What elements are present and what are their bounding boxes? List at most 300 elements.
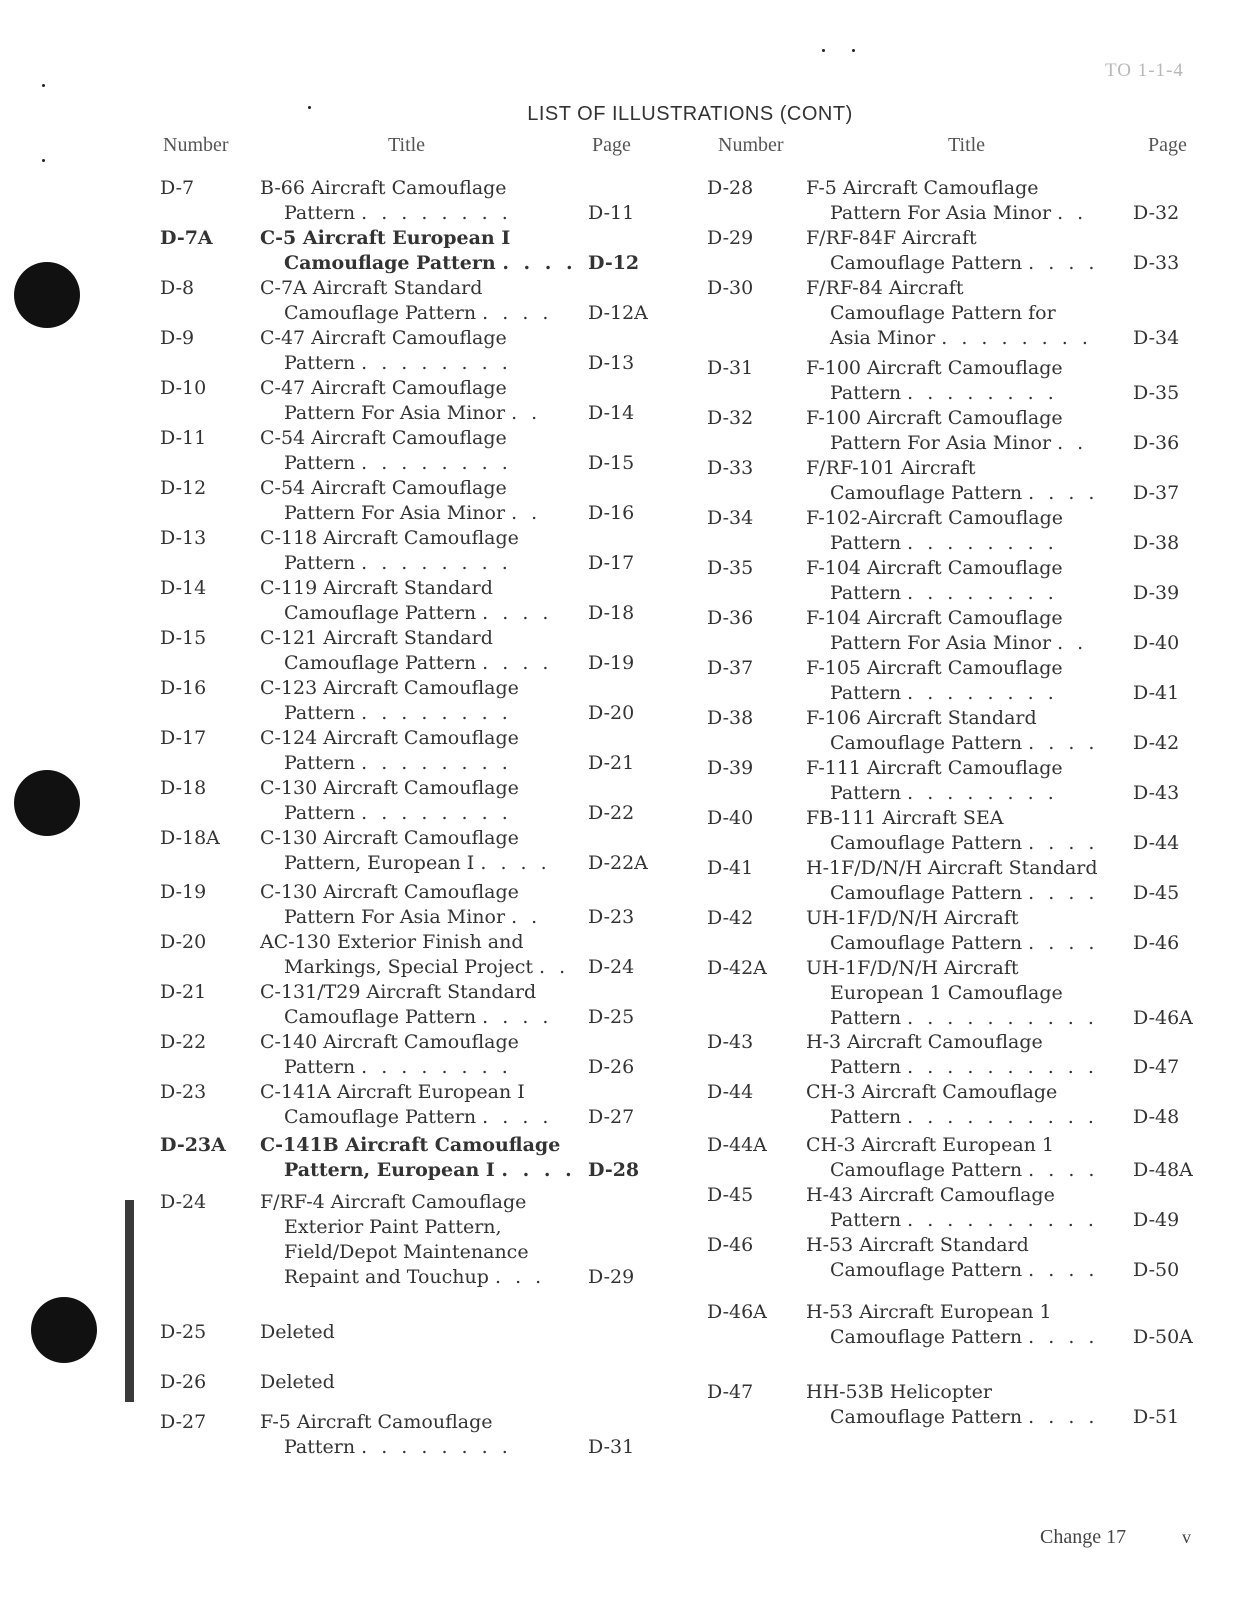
title-text: CH-3 Aircraft Camouflage xyxy=(806,1081,1058,1103)
page-reference: D-51 xyxy=(1133,1406,1180,1428)
title-line xyxy=(260,1055,519,1080)
title-line xyxy=(260,1005,552,1030)
page-reference: D-40 xyxy=(1133,632,1180,654)
dot-leader: . . . . . . . . xyxy=(361,202,512,224)
title-line xyxy=(260,1190,545,1215)
punch-hole xyxy=(31,1297,97,1363)
title-line xyxy=(260,451,512,476)
dot-leader: . . . . . . . . xyxy=(361,452,512,474)
dot-leader: . . . . xyxy=(482,302,553,324)
dot-leader: . . . . xyxy=(482,652,553,674)
title-text: Markings, Special Project xyxy=(284,956,533,978)
title-line xyxy=(260,476,541,501)
title-text: Repaint and Touchup xyxy=(284,1266,489,1288)
figure-title xyxy=(260,576,552,626)
title-text: CH-3 Aircraft European 1 xyxy=(806,1134,1055,1156)
dot-leader: . . . . xyxy=(1028,1159,1099,1181)
figure-title xyxy=(260,880,541,930)
figure-title xyxy=(806,656,1063,706)
page-reference: D-27 xyxy=(588,1106,635,1128)
figure-title xyxy=(260,1190,545,1290)
title-text: Pattern xyxy=(830,682,902,704)
title-line xyxy=(806,1380,1098,1405)
title-line xyxy=(260,1240,545,1265)
title-line xyxy=(806,176,1087,201)
title-text: FB-111 Aircraft SEA xyxy=(806,807,1004,829)
dot-leader: . . . . . . . . xyxy=(907,682,1058,704)
figure-title xyxy=(260,826,551,876)
change-bar xyxy=(125,1200,134,1402)
figure-title xyxy=(806,606,1087,656)
title-line xyxy=(806,606,1087,631)
title-line xyxy=(260,601,552,626)
title-text: C-140 Aircraft Camouflage xyxy=(260,1031,519,1053)
figure-title xyxy=(260,276,552,326)
title-text: C-141B Aircraft Camouflage xyxy=(260,1134,561,1156)
title-text: Pattern xyxy=(830,382,902,404)
title-line xyxy=(260,226,577,251)
title-text: F-111 Aircraft Camouflage xyxy=(806,757,1063,779)
title-line xyxy=(806,881,1098,906)
figure-number: D-41 xyxy=(707,857,754,879)
title-text: Pattern xyxy=(284,452,356,474)
title-text: C-47 Aircraft Camouflage xyxy=(260,327,507,349)
page-reference: D-22A xyxy=(588,852,648,874)
dot-leader: . . . . xyxy=(480,852,551,874)
title-line xyxy=(260,1410,512,1435)
dot-leader: . . . . . . . . . . xyxy=(907,1007,1098,1029)
title-text: Pattern For Asia Minor xyxy=(284,502,506,524)
title-line xyxy=(260,1133,576,1158)
title-line xyxy=(806,781,1063,806)
figure-title xyxy=(806,856,1098,906)
page-reference: D-32 xyxy=(1133,202,1180,224)
dot-leader: . . . . xyxy=(502,252,577,274)
title-text: UH-1F/D/N/H Aircraft xyxy=(806,957,1019,979)
dot-leader: . . . . xyxy=(1028,932,1099,954)
title-line xyxy=(806,276,1092,301)
column-header-title: Title xyxy=(948,134,986,156)
figure-number: D-47 xyxy=(707,1381,754,1403)
figure-title xyxy=(260,930,569,980)
figure-number: D-15 xyxy=(160,627,207,649)
page-reference: D-35 xyxy=(1133,382,1180,404)
title-text: Camouflage Pattern xyxy=(830,482,1023,504)
title-text: Camouflage Pattern xyxy=(284,1106,477,1128)
title-line xyxy=(806,1133,1098,1158)
title-text: B-66 Aircraft Camouflage xyxy=(260,177,507,199)
figure-title xyxy=(260,726,519,776)
title-text: European 1 Camouflage xyxy=(830,982,1063,1004)
figure-title xyxy=(806,1133,1098,1183)
title-text: Pattern xyxy=(284,202,356,224)
title-text: Camouflage Pattern xyxy=(830,932,1023,954)
figure-title xyxy=(260,476,541,526)
column-header-number: Number xyxy=(718,134,784,156)
title-text: H-53 Aircraft European 1 xyxy=(806,1301,1052,1323)
figure-number: D-31 xyxy=(707,357,754,379)
title-text: Camouflage Pattern xyxy=(830,1406,1023,1428)
page-reference: D-23 xyxy=(588,906,635,928)
title-line xyxy=(260,1080,552,1105)
page-reference: D-46A xyxy=(1133,1007,1193,1029)
page-reference: D-31 xyxy=(588,1436,635,1458)
figure-number: D-19 xyxy=(160,881,207,903)
dot-leader: . . xyxy=(511,502,542,524)
figure-number: D-39 xyxy=(707,757,754,779)
page-reference: D-16 xyxy=(588,502,635,524)
figure-title xyxy=(806,506,1063,556)
title-line xyxy=(260,176,512,201)
title-text: AC-130 Exterior Finish and xyxy=(260,931,524,953)
title-line xyxy=(806,1258,1098,1283)
figure-number: D-36 xyxy=(707,607,754,629)
title-text: C-47 Aircraft Camouflage xyxy=(260,377,507,399)
figure-number: D-33 xyxy=(707,457,754,479)
figure-title xyxy=(260,326,512,376)
scan-speck xyxy=(852,49,855,52)
page-reference: D-39 xyxy=(1133,582,1180,604)
figure-number: D-18A xyxy=(160,827,220,849)
title-line xyxy=(806,1030,1098,1055)
figure-title xyxy=(806,276,1092,351)
title-line xyxy=(260,880,541,905)
page-reference: D-48A xyxy=(1133,1159,1193,1181)
title-text: F-5 Aircraft Camouflage xyxy=(260,1411,493,1433)
title-text: Pattern For Asia Minor xyxy=(830,432,1052,454)
dot-leader: . . . . . . . . . . xyxy=(907,1106,1098,1128)
figure-title xyxy=(806,756,1063,806)
title-line xyxy=(806,1208,1098,1233)
page-reference: D-20 xyxy=(588,702,635,724)
column-header-number: Number xyxy=(163,134,229,156)
figure-title xyxy=(806,1183,1098,1233)
figure-title xyxy=(806,1233,1098,1283)
dot-leader: . . . . xyxy=(1028,482,1099,504)
dot-leader: . . . . . . . . xyxy=(361,802,512,824)
title-line xyxy=(260,501,541,526)
title-text: F-106 Aircraft Standard xyxy=(806,707,1037,729)
title-text: Pattern xyxy=(284,702,356,724)
title-line xyxy=(260,426,512,451)
document-id: TO 1-1-4 xyxy=(1105,60,1184,81)
page-reference: D-42 xyxy=(1133,732,1180,754)
page-reference: D-50 xyxy=(1133,1259,1180,1281)
page-reference: D-29 xyxy=(588,1266,635,1288)
figure-number: D-23 xyxy=(160,1081,207,1103)
page-reference: D-18 xyxy=(588,602,635,624)
dot-leader: . . . . . . . . xyxy=(907,582,1058,604)
title-text: F-102-Aircraft Camouflage xyxy=(806,507,1064,529)
figure-title xyxy=(806,456,1098,506)
figure-title xyxy=(260,1370,335,1395)
title-text: UH-1F/D/N/H Aircraft xyxy=(806,907,1019,929)
title-line xyxy=(806,1405,1098,1430)
title-text: Pattern For Asia Minor xyxy=(830,202,1052,224)
figure-number: D-38 xyxy=(707,707,754,729)
page-reference: D-26 xyxy=(588,1056,635,1078)
figure-number: D-42A xyxy=(707,957,767,979)
title-text: Pattern For Asia Minor xyxy=(284,402,506,424)
dot-leader: . . . . . . . . . . xyxy=(907,1056,1098,1078)
title-line xyxy=(806,1055,1098,1080)
title-text: Pattern xyxy=(284,752,356,774)
title-line xyxy=(260,676,519,701)
dot-leader: . . . . xyxy=(1028,1259,1099,1281)
figure-title xyxy=(260,1133,576,1183)
page-reference: D-45 xyxy=(1133,882,1180,904)
column-header-title: Title xyxy=(388,134,426,156)
title-line xyxy=(806,251,1098,276)
title-line xyxy=(260,526,519,551)
dot-leader: . . . . . . . . xyxy=(361,1436,512,1458)
dot-leader: . . . . . . . . . . xyxy=(907,1209,1098,1231)
title-line xyxy=(260,1215,545,1240)
title-line xyxy=(260,776,519,801)
figure-number: D-17 xyxy=(160,727,207,749)
title-line xyxy=(806,831,1098,856)
title-text: C-123 Aircraft Camouflage xyxy=(260,677,519,699)
title-line xyxy=(806,431,1087,456)
title-text: Camouflage Pattern xyxy=(830,1159,1023,1181)
title-text: F/RF-84F Aircraft xyxy=(806,227,977,249)
figure-number: D-35 xyxy=(707,557,754,579)
title-line xyxy=(806,531,1063,556)
dot-leader: . . . . . . . . xyxy=(361,702,512,724)
figure-title xyxy=(806,956,1098,1031)
title-line xyxy=(260,1370,335,1395)
page-reference: D-34 xyxy=(1133,327,1180,349)
dot-leader: . . xyxy=(539,956,570,978)
title-text: F-100 Aircraft Camouflage xyxy=(806,357,1063,379)
title-text: Pattern xyxy=(830,1007,902,1029)
title-line xyxy=(806,756,1063,781)
title-line xyxy=(806,856,1098,881)
figure-title xyxy=(806,1380,1098,1430)
page-reference: D-12 xyxy=(588,252,640,274)
page-reference: D-46 xyxy=(1133,932,1180,954)
title-line xyxy=(260,326,512,351)
title-text: Camouflage Pattern xyxy=(284,652,477,674)
figure-number: D-44 xyxy=(707,1081,754,1103)
title-text: Asia Minor xyxy=(830,327,936,349)
title-text: Pattern, European I xyxy=(284,852,475,874)
title-text: Camouflage Pattern xyxy=(830,1259,1023,1281)
page-reference: D-21 xyxy=(588,752,635,774)
page-reference: D-36 xyxy=(1133,432,1180,454)
scan-speck xyxy=(42,159,45,162)
figure-title xyxy=(260,526,519,576)
page-reference: D-41 xyxy=(1133,682,1180,704)
column-header-page: Page xyxy=(592,134,631,156)
figure-number: D-27 xyxy=(160,1411,207,1433)
dot-leader: . . . . xyxy=(1028,252,1099,274)
title-line xyxy=(260,905,541,930)
title-line xyxy=(806,506,1063,531)
title-text: C-54 Aircraft Camouflage xyxy=(260,427,507,449)
title-text: F/RF-84 Aircraft xyxy=(806,277,964,299)
title-text: C-119 Aircraft Standard xyxy=(260,577,493,599)
title-text: Pattern xyxy=(830,532,902,554)
title-text: H-3 Aircraft Camouflage xyxy=(806,1031,1043,1053)
figure-number: D-46A xyxy=(707,1301,767,1323)
title-text: Pattern xyxy=(284,1436,356,1458)
page-reference: D-11 xyxy=(588,202,635,224)
dot-leader: . . . . . . . . xyxy=(907,382,1058,404)
title-text: F-5 Aircraft Camouflage xyxy=(806,177,1039,199)
figure-number: D-9 xyxy=(160,327,195,349)
figure-title xyxy=(806,906,1098,956)
dot-leader: . . . xyxy=(495,1266,546,1288)
page-reference: D-38 xyxy=(1133,532,1180,554)
title-text: Pattern, European I xyxy=(284,1159,495,1181)
title-text: F/RF-101 Aircraft xyxy=(806,457,976,479)
title-text: F-104 Aircraft Camouflage xyxy=(806,557,1063,579)
figure-title xyxy=(806,356,1063,406)
dot-leader: . . . . . . . . xyxy=(361,552,512,574)
figure-number: D-37 xyxy=(707,657,754,679)
title-text: Pattern For Asia Minor xyxy=(284,906,506,928)
title-text: H-53 Aircraft Standard xyxy=(806,1234,1029,1256)
title-line xyxy=(806,1158,1098,1183)
dot-leader: . . . . . . . . xyxy=(907,782,1058,804)
page-reference: D-12A xyxy=(588,302,648,324)
title-line xyxy=(260,276,552,301)
title-line xyxy=(806,981,1098,1006)
figure-number: D-18 xyxy=(160,777,207,799)
column-header-page: Page xyxy=(1148,134,1187,156)
title-text: C-54 Aircraft Camouflage xyxy=(260,477,507,499)
title-line xyxy=(806,226,1098,251)
title-line xyxy=(260,551,519,576)
title-text: C-130 Aircraft Camouflage xyxy=(260,881,519,903)
title-line xyxy=(806,631,1087,656)
title-line xyxy=(260,651,552,676)
dot-leader: . . xyxy=(511,402,542,424)
page-reference: D-33 xyxy=(1133,252,1180,274)
title-line xyxy=(806,1300,1098,1325)
figure-number: D-11 xyxy=(160,427,207,449)
figure-title xyxy=(806,1300,1098,1350)
page-number: v xyxy=(1182,1527,1191,1547)
title-text: C-7A Aircraft Standard xyxy=(260,277,483,299)
dot-leader: . . . . xyxy=(1028,732,1099,754)
dot-leader: . . . . xyxy=(501,1159,576,1181)
title-text: Camouflage Pattern xyxy=(284,302,477,324)
scan-speck xyxy=(42,84,45,87)
title-text: Field/Depot Maintenance xyxy=(284,1241,529,1263)
dot-leader: . . . . . . . . xyxy=(941,327,1092,349)
title-text: Exterior Paint Pattern, xyxy=(284,1216,502,1238)
punch-hole xyxy=(14,262,80,328)
title-line xyxy=(260,955,569,980)
dot-leader: . . xyxy=(1057,632,1088,654)
title-text: Pattern For Asia Minor xyxy=(830,632,1052,654)
title-line xyxy=(260,376,541,401)
figure-number: D-43 xyxy=(707,1031,754,1053)
title-line xyxy=(260,1320,335,1345)
title-line xyxy=(806,1183,1098,1208)
page-reference: D-50A xyxy=(1133,1326,1193,1348)
dot-leader: . . . . xyxy=(482,602,553,624)
title-line xyxy=(260,1158,576,1183)
dot-leader: . . . . xyxy=(1028,1326,1099,1348)
title-line xyxy=(806,1006,1098,1031)
title-text: F-100 Aircraft Camouflage xyxy=(806,407,1063,429)
figure-number: D-25 xyxy=(160,1321,207,1343)
title-line xyxy=(260,1105,552,1130)
title-line xyxy=(806,731,1098,756)
title-line xyxy=(806,806,1098,831)
figure-number: D-28 xyxy=(707,177,754,199)
title-line xyxy=(806,301,1092,326)
figure-number: D-12 xyxy=(160,477,207,499)
title-text: C-130 Aircraft Camouflage xyxy=(260,777,519,799)
title-text: Pattern xyxy=(830,582,902,604)
figure-number: D-29 xyxy=(707,227,754,249)
title-line xyxy=(806,681,1063,706)
title-text: C-124 Aircraft Camouflage xyxy=(260,727,519,749)
figure-title xyxy=(260,176,512,226)
page-reference: D-14 xyxy=(588,402,635,424)
page-reference: D-47 xyxy=(1133,1056,1180,1078)
title-text: Pattern xyxy=(830,1056,902,1078)
title-text: Pattern xyxy=(284,552,356,574)
figure-number: D-23A xyxy=(160,1134,226,1156)
figure-title xyxy=(260,426,512,476)
figure-number: D-10 xyxy=(160,377,207,399)
dot-leader: . . . . xyxy=(482,1106,553,1128)
figure-number: D-7 xyxy=(160,177,195,199)
figure-number: D-30 xyxy=(707,277,754,299)
figure-title xyxy=(806,556,1063,606)
page-title: LIST OF ILLUSTRATIONS (CONT) xyxy=(527,103,853,125)
title-text: Camouflage Pattern xyxy=(830,1326,1023,1348)
title-line xyxy=(806,326,1092,351)
title-text: Deleted xyxy=(260,1321,335,1343)
dot-leader: . . xyxy=(511,906,542,928)
title-text: C-121 Aircraft Standard xyxy=(260,627,493,649)
title-line xyxy=(806,406,1087,431)
title-line xyxy=(806,906,1098,931)
title-text: Camouflage Pattern xyxy=(830,882,1023,904)
title-line xyxy=(806,381,1063,406)
title-text: Pattern xyxy=(284,802,356,824)
title-text: Camouflage Pattern xyxy=(830,832,1023,854)
figure-title xyxy=(806,1080,1098,1130)
title-line xyxy=(806,931,1098,956)
figure-title xyxy=(260,376,541,426)
page-reference: D-44 xyxy=(1133,832,1180,854)
figure-number: D-8 xyxy=(160,277,195,299)
dot-leader: . . . . . . . . xyxy=(361,752,512,774)
figure-title xyxy=(806,406,1087,456)
page-reference: D-43 xyxy=(1133,782,1180,804)
title-line xyxy=(260,801,519,826)
page-reference: D-49 xyxy=(1133,1209,1180,1231)
title-line xyxy=(260,701,519,726)
figure-number: D-44A xyxy=(707,1134,767,1156)
page-reference: D-13 xyxy=(588,352,635,374)
title-line xyxy=(806,556,1063,581)
title-line xyxy=(806,656,1063,681)
figure-title xyxy=(260,980,552,1030)
title-line xyxy=(806,706,1098,731)
title-text: C-5 Aircraft European I xyxy=(260,227,511,249)
punch-hole xyxy=(14,770,80,836)
page-reference: D-48 xyxy=(1133,1106,1180,1128)
title-line xyxy=(260,401,541,426)
